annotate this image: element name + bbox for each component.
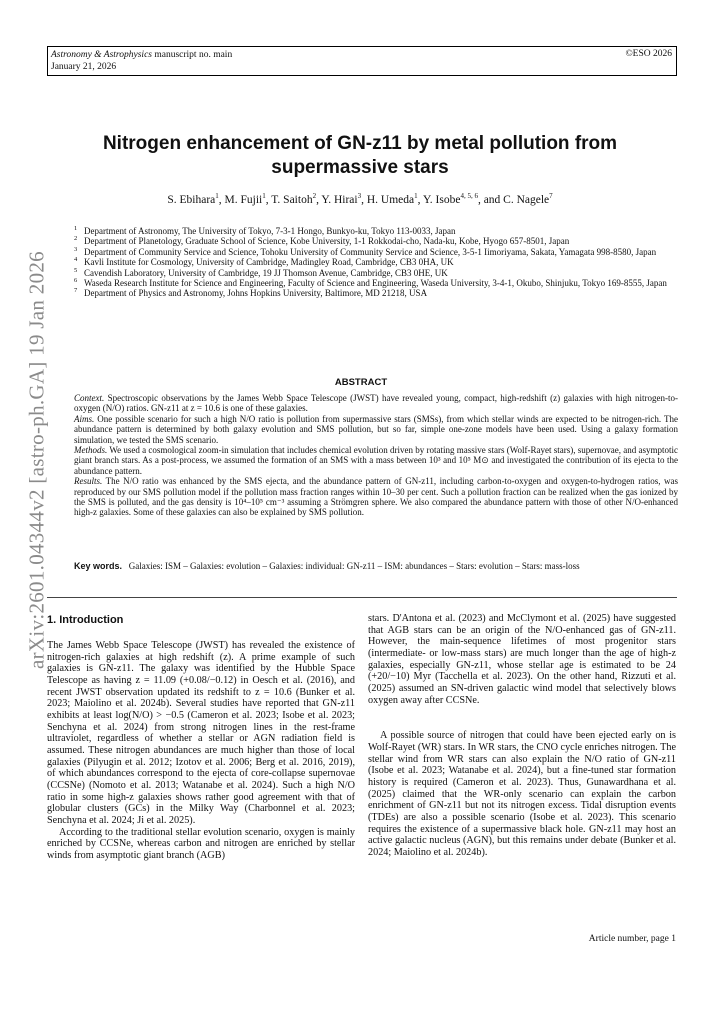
affiliation: [72, 288, 678, 298]
affiliation: [72, 268, 678, 278]
author-affil-number: 1: [414, 192, 418, 200]
intro-paragraph-2: According to the traditional stellar evolution scenario, oxygen is mainly enriched by CCSNe, whereas carbon and nitrogen are enriched by stellar winds from asymptotic giant branch (AGB): [47, 826, 355, 861]
affiliation: [72, 236, 678, 246]
author-name: Y. Hirai: [321, 193, 358, 206]
abstract-methods: [74, 445, 678, 476]
left-column: [47, 640, 355, 861]
author-affil-number: 1: [215, 192, 219, 200]
arxiv-stamp: [2, 250, 72, 670]
author-affil-number: 2: [312, 192, 317, 200]
affiliation: [72, 278, 678, 288]
affiliation: [72, 226, 678, 236]
methods-text: We used a cosmological zoom-in simulation that includes chemical evolution driven by rotating massive stars (Wolf-Rayet stars), supernovae, and asymptotic giant branch stars. As a post-process, we assumed the formation of an SMS with a mass between 10³ and 10⁵ M⊙ and investigated the contribution of its ejecta to the abundance pattern.: [74, 445, 678, 476]
author-name: C. Nagele: [503, 193, 550, 206]
affiliation-text: Department of Community Service and Science, Tohoku University of Community Service and Science, 3-5-1 Iimoriyama, Sakata, Yamagata 998-8580, Japan: [84, 246, 657, 257]
author-affil-number: 7: [549, 192, 553, 200]
header-left: [51, 49, 232, 73]
author-name: S. Ebihara: [167, 193, 216, 206]
affiliation-list: [72, 226, 678, 299]
affiliation: [72, 257, 678, 267]
manuscript-header-box: [47, 46, 677, 76]
affiliation-number: 3: [74, 245, 78, 253]
affiliation-number: 2: [74, 235, 78, 243]
abstract-aims: [74, 414, 678, 445]
right-column: [368, 613, 676, 858]
results-label: Results.: [74, 476, 103, 487]
manuscript-label: manuscript no. main: [151, 50, 233, 60]
abstract-heading: ABSTRACT: [334, 377, 388, 388]
affiliation-text: Department of Planetology, Graduate School of Science, Kobe University, 1-1 Rokkodai-cho, Nada-ku, Kobe, Hyogo 657-8501, Japan: [84, 236, 570, 247]
affiliation-number: 7: [74, 287, 78, 295]
abstract-context: [74, 393, 678, 414]
keywords-text: Galaxies: ISM – Galaxies: evolution – Galaxies: individual: GN-z11 – ISM: abundances – Stars: evolution – Stars: mass-loss: [128, 561, 580, 571]
context-text: Spectroscopic observations by the James Webb Space Telescope (JWST) have revealed young, compact, high-redshift (z) galaxies with high nitrogen-to-oxygen (N/O) ratios. GN-z11 at z = 10.6 is one of these galaxies.: [74, 393, 678, 414]
intro-paragraph-1: The James Webb Space Telescope (JWST) has revealed the existence of nitrogen-rich galaxies at high redshift (z). A prime example of such galaxies is GN-z11. The galaxy was identified by the Hubble Space Telescope as having z = 11.09 (+0.08/−0.12) in Oesch et al. (2016), and recent JWST observation updated its redshift to z = 10.6 (Bunker et al. 2023; Maiolino et al. 2024b). Several studies have reported that GN-z11 exhibits at least log(N/O) > −0.5 (Cameron et al. 2023; Isobe et al. 2023; Senchyna et al. 2024) from strong nitrogen lines in the rest-frame ultraviolet, regardless of whether a stellar or AGN radiation field is assumed. These nitrogen abundances are much higher than those of local galaxies (Pilyugin et al. 2012; Izotov et al. 2006; Berg et al. 2016, 2019), of which abundances correspond to the ejecta of core-collapse supernovae (CCSNe) (Nomoto et al. 2013; Watanabe et al. 2024). Such a high N/O ratio in some high-z galaxies shows rather good agreement with that of globular clusters (GCs) in the Milky Way (Charbonnel et al. 2023; Senchyna et al. 2024; Ji et al. 2025).: [47, 640, 355, 826]
affiliation-number: 6: [74, 277, 78, 285]
affiliation-number: 4: [74, 256, 78, 264]
header-copyright: ©ESO 2026: [625, 49, 672, 59]
author-name: M. Fujii: [224, 193, 263, 206]
affiliation-text: Department of Physics and Astronomy, Johns Hopkins University, Baltimore, MD 21218, USA: [84, 288, 428, 299]
methods-label: Methods.: [74, 445, 108, 456]
author-name: T. Saitoh: [271, 193, 313, 206]
affiliation-number: 1: [74, 225, 78, 232]
intro-paragraph-4: A possible source of nitrogen that could have been ejected early on is Wolf-Rayet (WR) stars. In WR stars, the CNO cycle enriches nitrogen. The stellar wind from WR stars can also explain the N/O ratio of GN-z11 (Isobe et al. 2023; Watanabe et al. 2024), but a fine-tuned star formation history is required (Cameron et al. 2023). Thus, Gunawardhana et al. (2025) claimed that the WR-only scenario can explain the carbon enrichment of GN-z11 but not its nitrogen excess. Tidal disruption events (TDEs) are also a possible scenario (Isobe et al. 2023). This scenario requires the existence of a supermassive black hole. GN-z11 may host an active galactic nucleus (AGN), but this remains under debate (Bunker et al. 2024; Maiolino et al. 2024b).: [368, 730, 676, 858]
affiliation-number: 5: [74, 266, 78, 274]
aims-label: Aims.: [74, 413, 95, 424]
author-affil-number: 3: [357, 192, 362, 200]
paper-title: Nitrogen enhancement of GN-z11 by metal pollution from supermassive stars: [102, 133, 618, 178]
abstract-divider: [47, 597, 677, 598]
abstract-body: [74, 393, 678, 518]
arxiv-stamp-text: arXiv:2601.04344v2 [astro-ph.GA] 19 Jan 2026: [24, 251, 49, 669]
aims-text: One possible scenario for such a high N/O ratio is pollution from supermassive stars (SMSs), from which stellar winds are expected to be nitrogen-rich. The abundance pattern is determined by both galaxy evolution and SMS pollution, but so far, simple one-zone models have been used. Using a galaxy formation simulation, we tested the SMS scenario.: [74, 413, 678, 445]
author-affil-number: 1: [262, 192, 266, 200]
context-label: Context.: [74, 393, 105, 403]
affiliation-text: Department of Astronomy, The University of Tokyo, 7-3-1 Hongo, Bunkyo-ku, Tokyo 113-0033, Japan: [84, 226, 456, 236]
keywords: [74, 561, 678, 571]
author-name: Y. Isobe: [422, 193, 461, 206]
author-affil-number: 4, 5, 6: [460, 192, 478, 200]
intro-paragraph-3: stars. D'Antona et al. (2023) and McClymont et al. (2025) have suggested that AGB stars can be an origin of the N/O-enhanced gas of GN-z11. However, the main-sequence lifetimes of most progenitor stars (intermediate- or low-mass stars) are much longer than the age of high-z galaxies, especially GN-z11, whose stellar age is estimated to be 24 (+20/−10) Myr (Tacchella et al. 2023). On the other hand, Rizzuti et al. (2025) assumed an SN-driven galactic wind model that selectively blows oxygen away after CCSNe.: [368, 613, 676, 706]
page-footer: Article number, page 1: [588, 934, 676, 944]
keywords-label: Key words.: [74, 561, 123, 571]
affiliation-text: Cavendish Laboratory, University of Cambridge, 19 JJ Thomson Avenue, Cambridge, CB3 0HE, UK: [84, 267, 448, 278]
results-text: The N/O ratio was enhanced by the SMS ejecta, and the abundance pattern of GN-z11, including carbon-to-oxygen and oxygen-to-hydrogen ratios, was reproduced by our SMS pollution model if the pollution mass fraction ranges within 10–30 per cent. Such a pollution fraction can be realized when the gas ionized by the SMS is polluted, and the gas density is 10⁴–10⁵ cm⁻³ assuming a Strömgren sphere. We also compared the abundance pattern with those of other N/O-enhanced high-z galaxies. Some of these galaxies can also be explained by SMS pollution.: [74, 476, 678, 518]
journal-name: Astronomy & Astrophysics: [51, 50, 152, 60]
abstract-results: [74, 476, 678, 518]
header-date: January 21, 2026: [51, 62, 117, 72]
section-heading: 1. Introduction: [47, 614, 124, 626]
affiliation-text: Kavli Institute for Cosmology, University of Cambridge, Madingley Road, Cambridge, CB3 0HA, UK: [84, 257, 454, 268]
affiliation-text: Waseda Research Institute for Science and Engineering, Faculty of Science and Engineering, Waseda University, 3-4-1, Okubo, Shinjuku, Tokyo 169-8555, Japan: [84, 278, 667, 289]
author-list: S. Ebihara$^1$, M. Fujii$^1$, T. Saitoh$^2$, Y. Hirai$^3$, H. Umeda$^1$, Y. Isobe$^{4, 5, 6}$, and C. Nagele$^7$: [167, 192, 553, 206]
affiliation: [72, 247, 678, 257]
author-name: H. Umeda: [366, 193, 415, 206]
